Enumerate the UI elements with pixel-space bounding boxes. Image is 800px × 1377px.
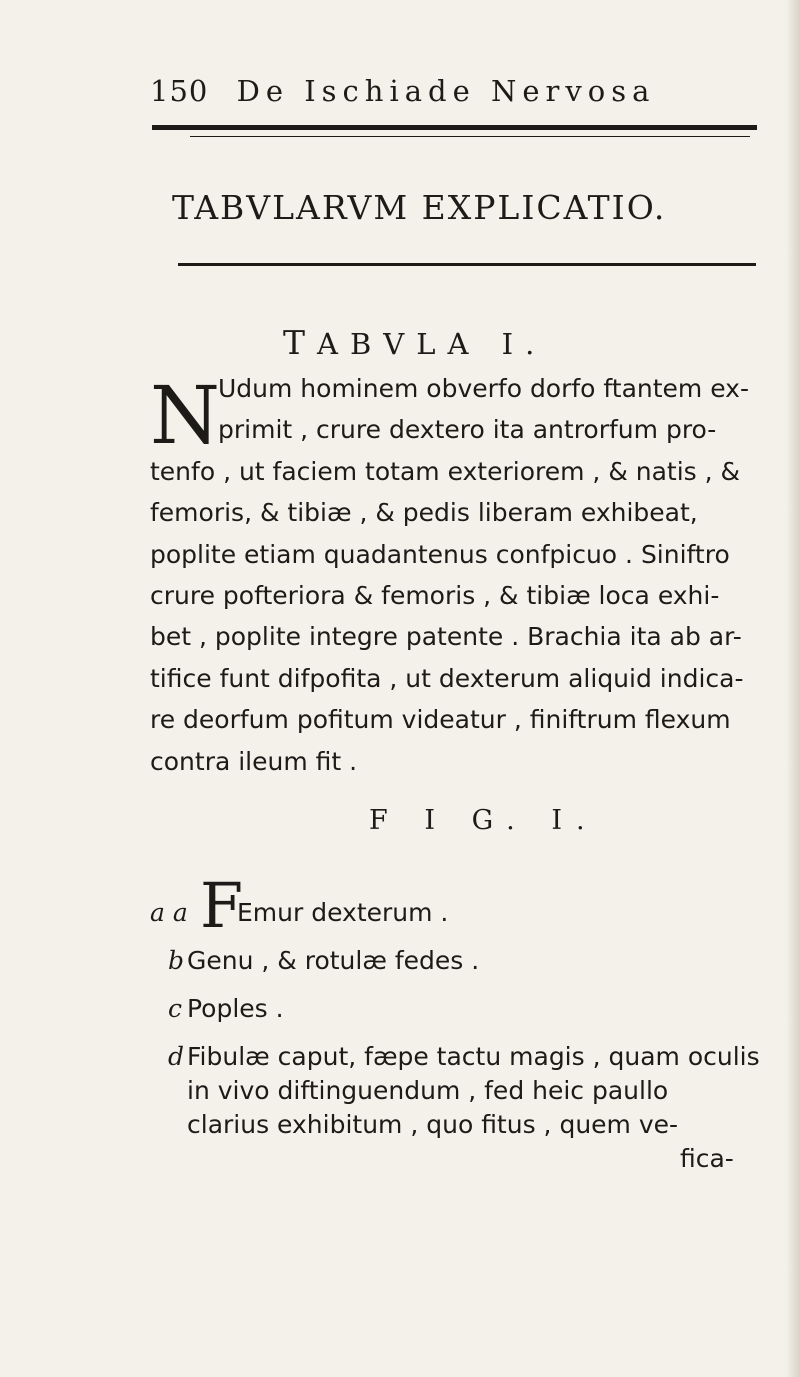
paragraph-line: re deorfum pofitum videatur , finiftrum flexum	[150, 705, 731, 735]
legend-key: c	[168, 994, 183, 1023]
legend-key: b	[168, 946, 185, 975]
page-edge-shadow	[786, 0, 800, 1377]
page-number: 150	[150, 74, 209, 108]
paragraph-line: crure pofteriora & femoris , & tibiæ loca exhi-	[150, 581, 720, 611]
legend-key: a a	[150, 898, 188, 927]
legend-big-initial: F	[200, 869, 244, 942]
section-rule	[178, 263, 756, 266]
legend-text: Fibulæ caput, fæpe tactu magis , quam oculis	[187, 1042, 760, 1071]
plate-title-numeral: I.	[501, 327, 547, 361]
header-rule-thick	[152, 125, 757, 130]
running-head	[150, 74, 655, 108]
paragraph-line: contra ileum fit .	[150, 746, 358, 776]
paragraph-line: poplite etiam quadantenus confpicuo . Siniftro	[150, 539, 730, 569]
paragraph-line: tifice funt difpofita , ut dexterum aliquid indica-	[150, 663, 744, 693]
drop-cap: N	[150, 369, 220, 462]
paragraph-line: Udum hominem obverfo dorfo ftantem ex-	[218, 374, 749, 403]
legend-text: Genu , & rotulæ fedes .	[187, 946, 480, 975]
section-title: TABVLARVM EXPLICATIO.	[172, 188, 667, 227]
legend-text: Poples .	[187, 994, 284, 1023]
header-rule-thin	[190, 136, 750, 137]
body-paragraph	[150, 368, 765, 782]
paragraph-line: tenfo , ut faciem totam exteriorem , & natis , &	[150, 456, 741, 486]
paragraph-line: bet , poplite integre patente . Brachia ita ab ar-	[150, 622, 742, 652]
running-title: De Ischiade Nervosa	[236, 74, 656, 108]
plate-title-initial: T	[283, 323, 318, 362]
legend-continuation: in vivo diftinguendum , fed heic paullo	[187, 1076, 669, 1105]
catchword: fica-	[680, 1144, 734, 1173]
paragraph-line: femoris, & tibiæ , & pedis liberam exhibeat,	[150, 498, 698, 528]
plate-title-word: ABVLA	[317, 327, 481, 361]
legend-key: d	[168, 1042, 185, 1071]
paragraph-line: primit , crure dextero ita antrorfum pro-	[218, 415, 717, 445]
legend-continuation: clarius exhibitum , quo fitus , quem ve-	[187, 1110, 679, 1139]
plate-title	[283, 323, 546, 362]
legend-text: Emur dexterum .	[237, 898, 449, 927]
figure-title: F I G. I.	[369, 805, 599, 836]
